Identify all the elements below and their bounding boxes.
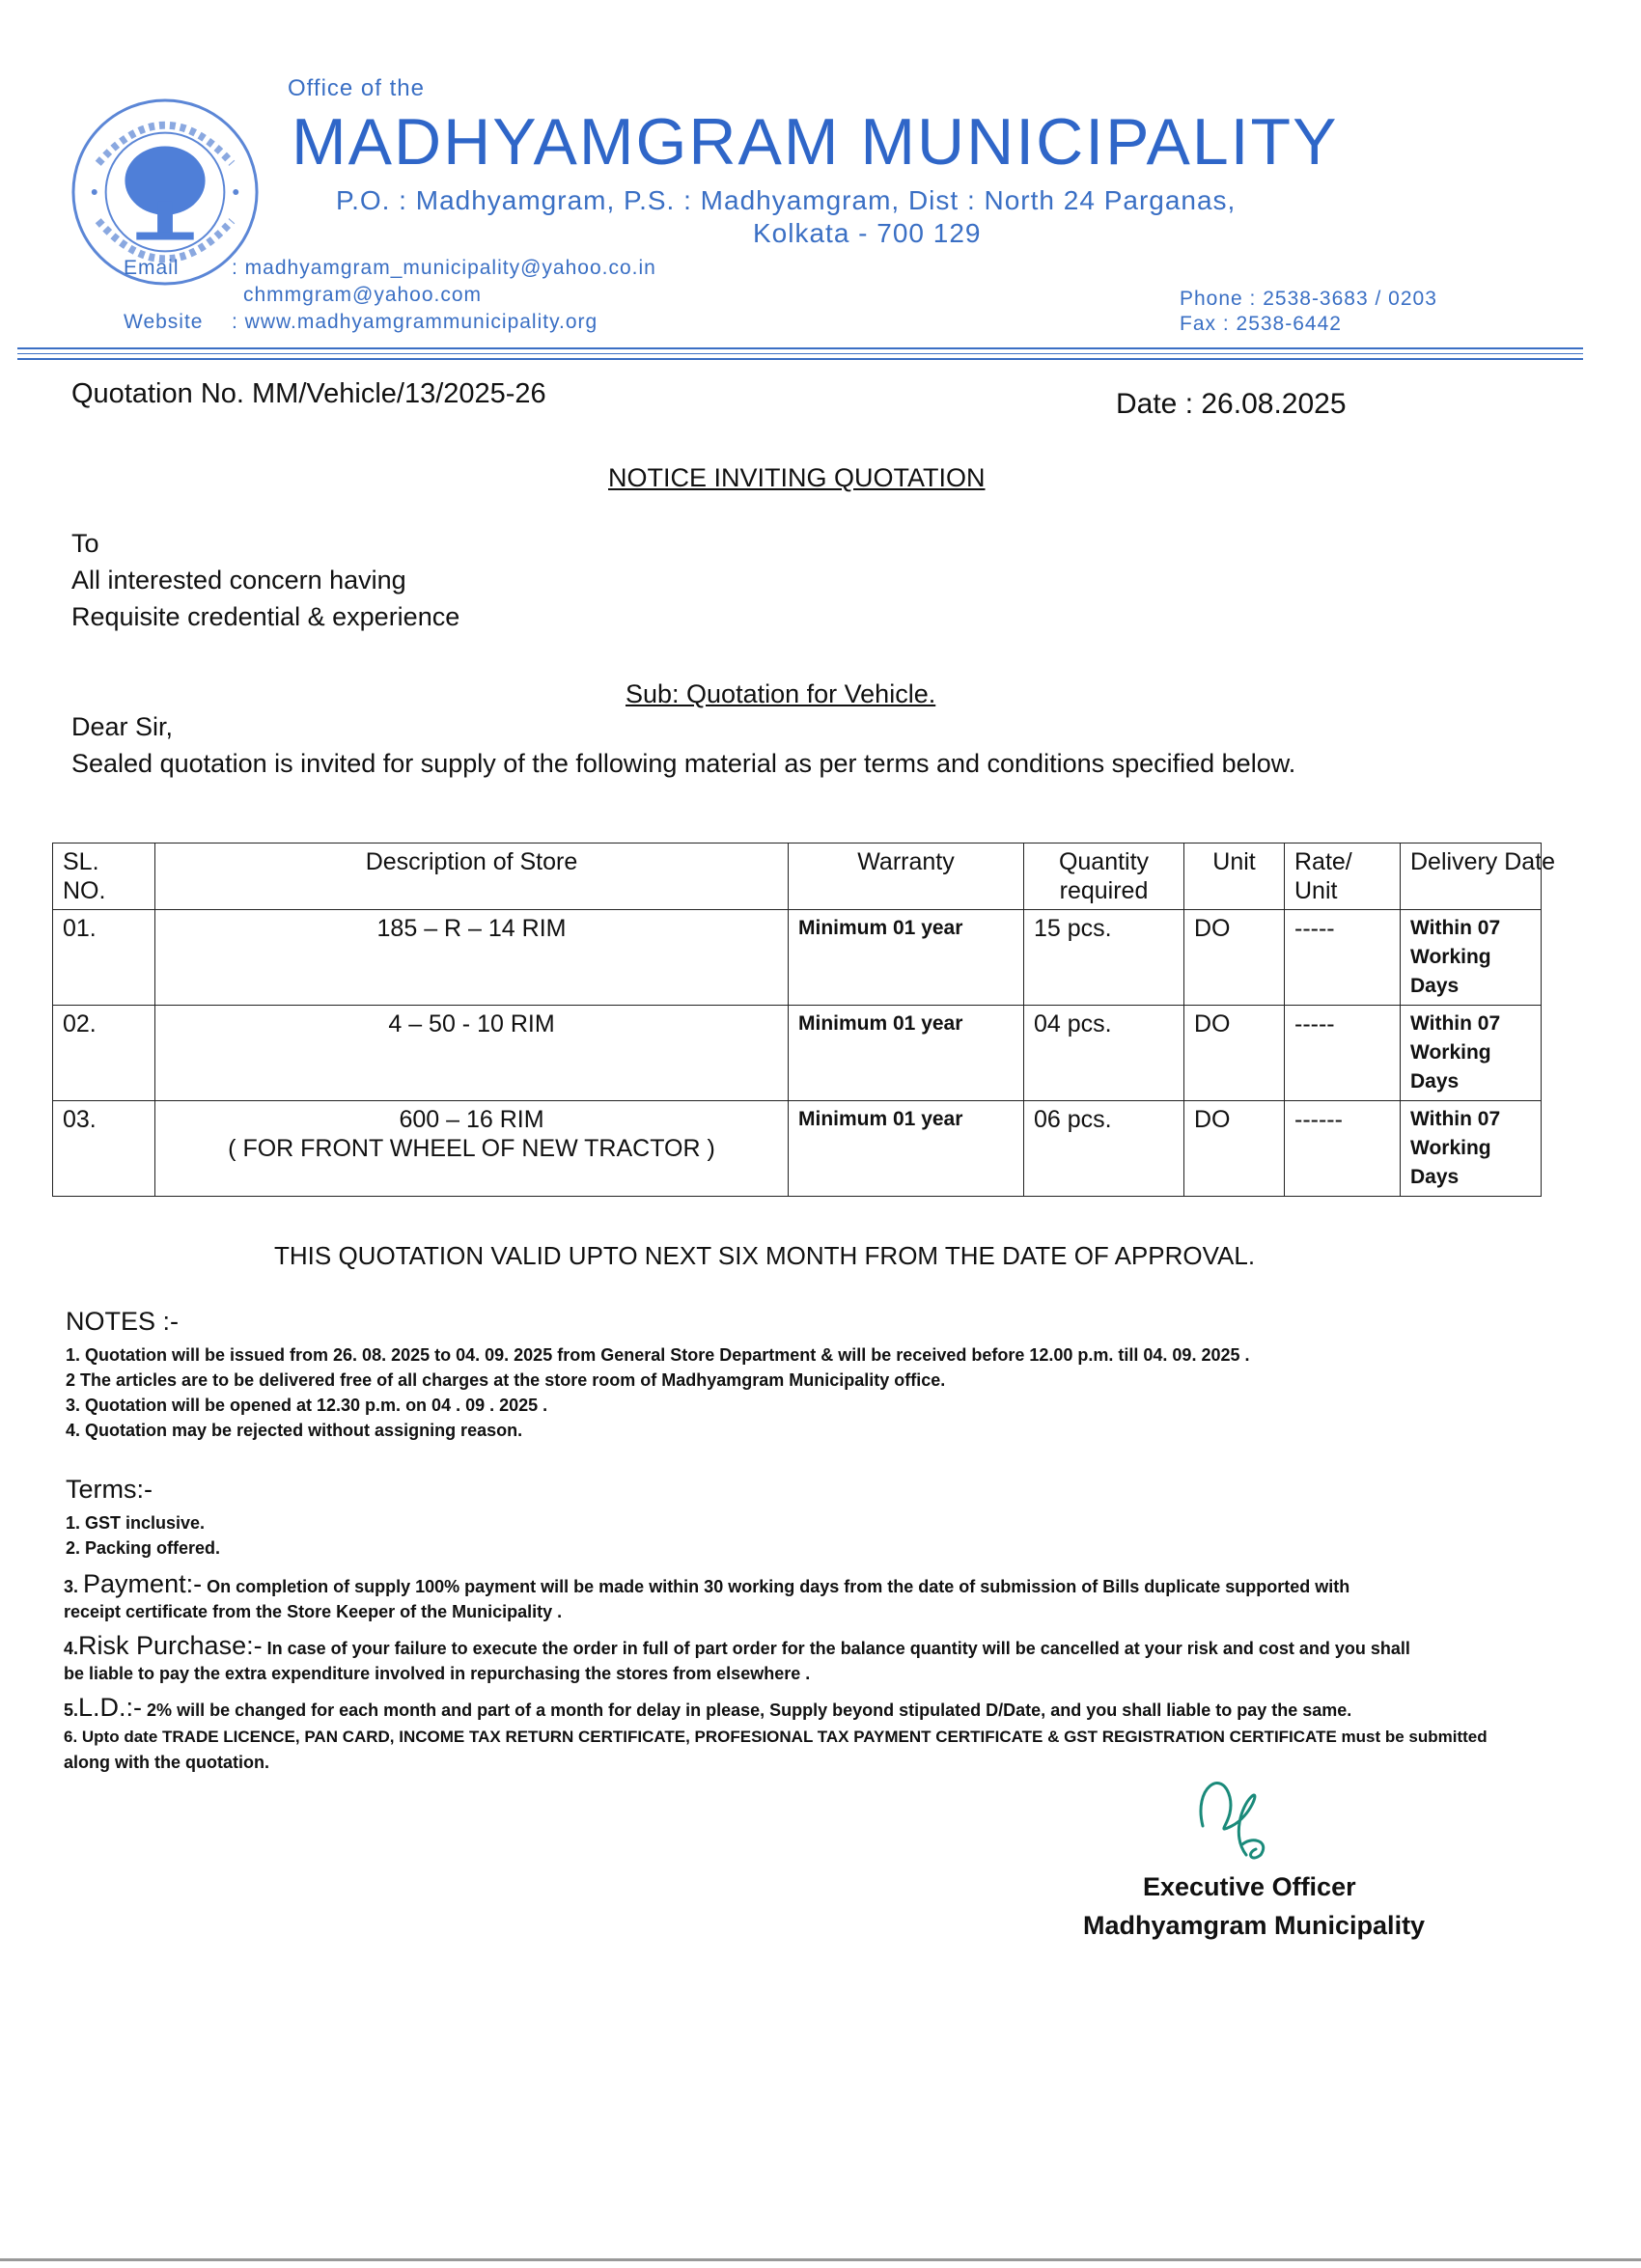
note-item-4: 4. Quotation may be rejected without assigning reason. (66, 1421, 523, 1440)
row-description: 185 – R – 14 RIM (155, 910, 789, 1006)
term-1: 1. GST inclusive. (66, 1513, 206, 1533)
quotation-number: Quotation No. MM/Vehicle/13/2025-26 (71, 378, 546, 409)
term-6-continued: along with the quotation. (64, 1753, 269, 1772)
to-label: To (71, 529, 99, 558)
row-rate: ----- (1285, 1006, 1401, 1101)
table-row (53, 1006, 1542, 1101)
handwritten-signature (1193, 1768, 1290, 1865)
row-warranty: Minimum 01 year (789, 1101, 1024, 1197)
letterhead-divider-top (17, 347, 1583, 349)
row-quantity: 06 pcs. (1024, 1101, 1184, 1197)
quotation-date: Date : 26.08.2025 (1116, 388, 1347, 420)
notice-title: NOTICE INVITING QUOTATION (608, 463, 986, 492)
terms-heading: Terms:- (66, 1475, 153, 1504)
row-delivery: Within 07 Working Days (1401, 910, 1542, 1006)
website-url: : www.madhyamgrammunicipality.org (232, 311, 598, 333)
email-address-1: : madhyamgram_municipality@yahoo.co.in (232, 257, 656, 279)
term-3: 3. Payment:- On completion of supply 100% payment will be made within 30 working days from the date of submission of Bills duplicate supported with (64, 1569, 1350, 1598)
row-rate: ------ (1285, 1101, 1401, 1197)
email-label: Email (124, 257, 180, 279)
row-warranty: Minimum 01 year (789, 910, 1024, 1006)
letterhead-divider-mid (17, 353, 1583, 354)
table-header-row (53, 844, 1542, 910)
row-delivery: Within 07 Working Days (1401, 1006, 1542, 1101)
term-4-continued: be liable to pay the extra expenditure involved in repurchasing the stores from elsewhere . (64, 1664, 811, 1683)
row-description: 4 – 50 - 10 RIM (155, 1006, 789, 1101)
address-line-2: Kolkata - 700 129 (753, 218, 982, 248)
term-4-label: Risk Purchase:- (78, 1631, 263, 1660)
address-line-1: P.O. : Madhyamgram, P.S. : Madhyamgram, Dist : North 24 Parganas, (336, 185, 1237, 215)
note-item-1: 1. Quotation will be issued from 26. 08. 2025 to 04. 09. 2025 from General Store Department & will be received before 12.00 p.m. till 04. 09. 2025 . (66, 1345, 1250, 1365)
row-sl: 01. (53, 910, 155, 1006)
letterhead-divider-bottom (17, 358, 1583, 360)
term-5: 5.L.D.:- 2% will be changed for each month and part of a month for delay in please, Supply beyond stipulated D/Date, and you shall liable to pay the same. (64, 1693, 1352, 1722)
phone-number: Phone : 2538-3683 / 0203 (1180, 288, 1437, 310)
recipient-line-1: All interested concern having (71, 566, 406, 595)
term-3-label: Payment:- (83, 1569, 203, 1598)
recipient-line-2: Requisite credential & experience (71, 602, 460, 631)
row-unit: DO (1184, 1101, 1285, 1197)
signatory-title: Executive Officer (1143, 1872, 1356, 1901)
office-of-label: Office of the (288, 75, 425, 101)
table-row (53, 1101, 1542, 1197)
intro-paragraph: Sealed quotation is invited for supply of the following material as per terms and conditions specified below. (71, 749, 1296, 778)
row-delivery: Within 07 Working Days (1401, 1101, 1542, 1197)
term-6: 6. Upto date TRADE LICENCE, PAN CARD, INCOME TAX RETURN CERTIFICATE, PROFESIONAL TAX PAYMENT CERTIFICATE & GST REGISTRATION CERTIFICATE must be submitted (64, 1728, 1488, 1746)
term-4: 4.Risk Purchase:- In case of your failure to execute the order in full of part order for the balance quantity will be cancelled at your risk and cost and you shall (64, 1631, 1410, 1660)
row-warranty: Minimum 01 year (789, 1006, 1024, 1101)
header-description: Description of Store (155, 844, 789, 910)
note-item-3: 3. Quotation will be opened at 12.30 p.m. on 04 . 09 . 2025 . (66, 1396, 548, 1415)
header-rate: Rate/ Unit (1285, 844, 1401, 910)
term-2: 2. Packing offered. (66, 1538, 221, 1558)
note-item-2: 2 The articles are to be delivered free of all charges at the store room of Madhyamgram Municipality office. (66, 1370, 946, 1390)
email-address-2: chmmgram@yahoo.com (243, 284, 483, 306)
municipality-name: MADHYAMGRAM MUNICIPALITY (292, 105, 1339, 179)
row-description: 600 – 16 RIM ( FOR FRONT WHEEL OF NEW TRACTOR ) (155, 1101, 789, 1197)
items-table (52, 843, 1556, 1197)
row-sl: 02. (53, 1006, 155, 1101)
row-rate: ----- (1285, 910, 1401, 1006)
row-unit: DO (1184, 1006, 1285, 1101)
header-unit: Unit (1184, 844, 1285, 910)
scan-bottom-edge (0, 2258, 1641, 2261)
row-unit: DO (1184, 910, 1285, 1006)
term-5-label: L.D.:- (78, 1693, 143, 1722)
row-quantity: 04 pcs. (1024, 1006, 1184, 1101)
row-sl: 03. (53, 1101, 155, 1197)
row-quantity: 15 pcs. (1024, 910, 1184, 1006)
signatory-organization: Madhyamgram Municipality (1083, 1911, 1426, 1940)
term-3-continued: receipt certificate from the Store Keeper of the Municipality . (64, 1602, 563, 1621)
validity-statement: THIS QUOTATION VALID UPTO NEXT SIX MONTH FROM THE DATE OF APPROVAL. (274, 1241, 1256, 1270)
notes-heading: NOTES :- (66, 1307, 180, 1336)
table-row (53, 910, 1542, 1006)
header-quantity: Quantity required (1024, 844, 1184, 910)
header-sl-no: SL. NO. (53, 844, 155, 910)
salutation: Dear Sir, (71, 712, 174, 741)
website-label: Website (124, 311, 204, 333)
subject-line: Sub: Quotation for Vehicle. (626, 679, 936, 708)
header-warranty: Warranty (789, 844, 1024, 910)
header-delivery-date: Delivery Date (1401, 844, 1542, 910)
fax-number: Fax : 2538-6442 (1180, 313, 1342, 335)
